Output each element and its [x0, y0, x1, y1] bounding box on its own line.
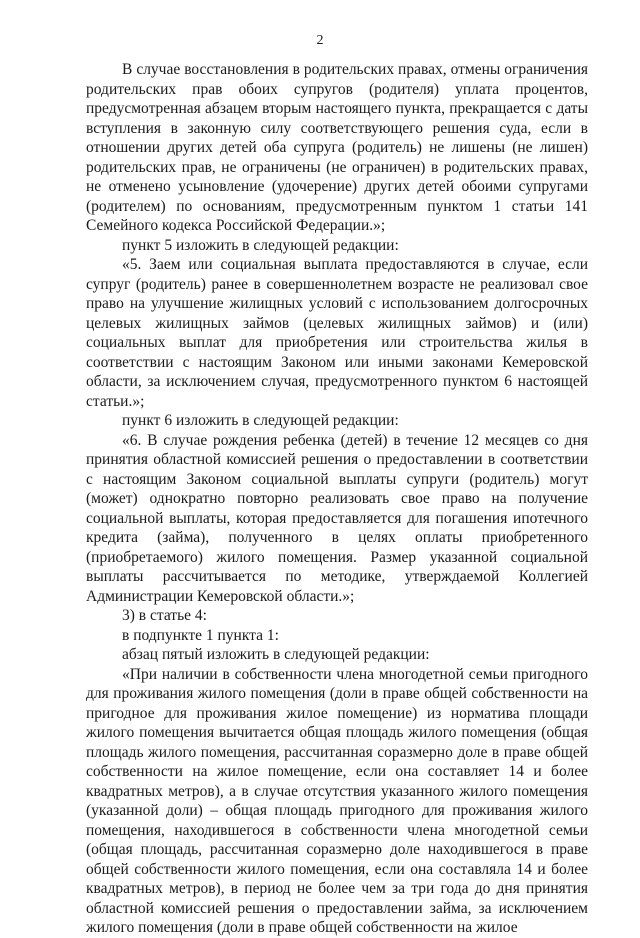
- document-body: [86, 60, 588, 938]
- paragraph-item-5-heading: пункт 5 изложить в следующей редакции:: [122, 236, 399, 254]
- paragraph-restoration-of-rights: В случае восстановления в родительских правах, отмены ограничения родительских прав обоих супругов (родителя) уплата процентов, предусмотренная абзацем вторым настоящего пункта, прекращается с даты вступления в законную силу соответствующего решения суда, если в отношении других детей оба супруга (родитель) не лишены (не лишен) родительских прав, не ограничены (не ограничен) в родительских правах, не отменено усыновление (удочерение) других детей обоими супругами (родителем) по основаниям, предусмотренным пунктом 1 статьи 141 Семейного кодекса Российской Федерации.»;: [86, 61, 588, 234]
- paragraph-fifth-clause: абзац пятый изложить в следующей редакции:: [122, 646, 430, 663]
- paragraph-item-5-text: «5. Заем или социальная выплата предоставляются в случае, если супруг (родитель) ранее в совершеннолетнем возрасте не реализовал свое право на улучшение жилищных условий с использованием долгосрочных целевых жилищных займов (целевых жилищных займов) и (или) социальных выплат для приобретения или строительства жилья в соответствии с настоящим Законом или иными законами Кемеровской области, за исключением случая, предусмотренного пунктом 6 настоящей статьи.»;: [86, 256, 588, 410]
- paragraph-article-4: 3) в статье 4:: [122, 607, 207, 624]
- page-number: 2: [316, 33, 324, 48]
- paragraph-item-6-heading: пункт 6 изложить в следующей редакции:: [122, 412, 399, 429]
- paragraph-subitem-1: в подпункте 1 пункта 1:: [122, 626, 279, 644]
- paragraph-item-6-text: «6. В случае рождения ребенка (детей) в течение 12 месяцев со дня принятия областной комиссией решения о предоставлении в соответствии с настоящим Законом социальной выплаты супруги (родитель) могут (может) однократно повторно реализовать свое право на получение социальной выплаты, которая предоставляется для погашения ипотечного кредита (займа), полученного в целях оплаты приобретенного (приобретаемого) жилого помещения. Размер указанной социальной выплаты рассчитывается по методике, утверждаемой Коллегией Администрации Кемеровской области.»;: [86, 431, 588, 605]
- paragraph-living-space-rule: «При наличии в собственности члена многодетной семьи пригодного для проживания жилого помещения (доли в праве общей собственности на пригодное для проживания жилое помещение) из норматива площади жилого помещения вычитается общая площадь жилого помещения (общая площадь жилого помещения, рассчитанная соразмерно доле в праве общей собственности на жилое помещение, если она составляет 14 и более квадратных метров), а в случае отсутствия указанного жилого помещения (указанной доли) – общая площадь пригодного для проживания жилого помещения, находившегося в собственности члена многодетной семьи (общая площадь, рассчитанная соразмерно доле находившегося в праве общей собственности жилого помещения, если она составляла 14 и более квадратных метров), в период не более чем за три года до дня принятия областной комиссией решения о предоставлении займа, за исключением жилого помещения (доли в праве общей собственности на жилое: [86, 665, 588, 936]
